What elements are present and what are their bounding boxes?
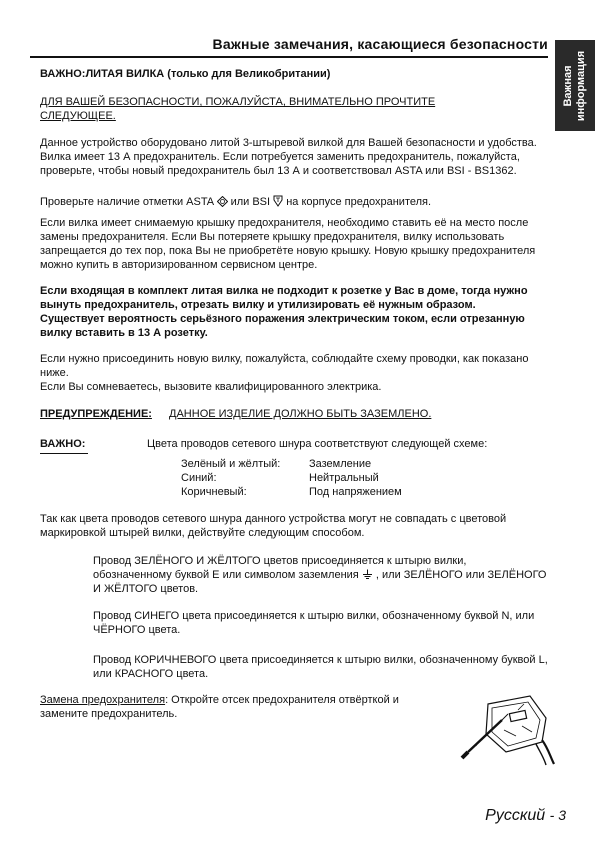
safety-notice: ДЛЯ ВАШЕЙ БЕЗОПАСНОСТИ, ПОЖАЛУЙСТА, ВНИМАТЕЛЬНО ПРОЧТИТЕ СЛЕДУЮЩЕЕ. — [40, 96, 436, 122]
side-tab — [555, 40, 595, 131]
paragraph-wire-green — [93, 554, 548, 596]
paragraph-fuse-info: Данное устройство оборудовано литой 3-штыревой вилкой для Вашей безопасности и удобства. Вилка имеет 13 А предохранитель. Если потребуется заменить предохранитель, пожалуйста, проверьте, чтобы новый предохранитель был 13 А и соответствовал ASTA или BSI - BS1362. — [40, 137, 537, 177]
wire-meaning-cell: Под напряжением — [309, 486, 402, 498]
footer-page-number: - 3 — [549, 807, 566, 823]
paragraph-new-plug — [40, 352, 550, 394]
side-tab-label — [562, 50, 588, 120]
header-rule — [30, 56, 548, 58]
wire-color-cell: Синий: — [181, 472, 217, 484]
asta-mark-icon — [217, 196, 228, 207]
paragraph-fuse-replacement — [40, 693, 450, 721]
important-text: Цвета проводов сетевого шнура соответствуют следующей схеме: — [147, 438, 488, 450]
important-rule — [40, 453, 88, 454]
wire-meaning-cell: Заземление — [309, 458, 372, 470]
wire-green-text-b: , или ЗЕЛЁНОГО или ЗЕЛЁНОГО И ЖЁЛТОГО цветов. — [93, 569, 547, 595]
paragraph-wire-brown: Провод КОРИЧНЕВОГО цвета присоединяется к штырю вилки, обозначенному буквой L, или КРАСНОГО цвета. — [93, 654, 548, 680]
wire-color-cell: Коричневый: — [181, 486, 247, 498]
wire-color-cell: Зелёный и жёлтый: — [181, 458, 281, 470]
paragraph-check-mark — [40, 195, 550, 209]
new-plug-line1: Если нужно присоединить новую вилку, пожалуйста, соблюдайте схему проводки, как показано ниже. — [40, 353, 529, 379]
paragraph-color-mismatch: Так как цвета проводов сетевого шнура данного устройства могут не совпадать с цветовой маркировкой штырей вилки, действуйте следующим способом. — [40, 513, 507, 539]
check-mark-text-a: Проверьте наличие отметки ASTA — [40, 196, 214, 208]
wire-green-text-a: Провод ЗЕЛЁНОГО И ЖЁЛТОГО цветов присоединяется к штырю вилки, обозначенному буквой E или символом заземления — [93, 555, 467, 581]
side-tab-line1: Важная — [562, 64, 574, 107]
table-row — [181, 457, 402, 471]
fuse-replacement-label: Замена предохранителя — [40, 694, 166, 706]
warning-label: ПРЕДУПРЕЖДЕНИЕ: — [40, 408, 152, 420]
side-tab-line2: информация — [575, 50, 587, 121]
new-plug-line2: Если Вы сомневаетесь, вызовите квалифицированного электрика. — [40, 381, 382, 393]
check-mark-text-c: на корпусе предохранителя. — [286, 196, 432, 208]
page-footer — [420, 807, 566, 825]
paragraph-fuse-cover: Если вилка имеет снимаемую крышку предохранителя, необходимо ставить её на место после замены предохранителя. Если Вы потеряете крышку предохранителя, вилку использовать запрещается до тех пор, пока Вы не приобретёте новую крышку. Новую крышку предохранителя можно купить в авторизированном сервисном центре. — [40, 217, 536, 271]
table-row — [181, 485, 402, 499]
check-mark-text-b: или BSI — [230, 196, 271, 208]
bsi-kitemark-icon — [273, 195, 283, 207]
plug-fuse-illustration — [458, 690, 558, 766]
table-row — [181, 471, 402, 485]
wire-meaning-cell: Нейтральный — [309, 472, 379, 484]
important-label: ВАЖНО: — [40, 438, 86, 450]
page-header-title: Важные замечания, касающиеся безопасности — [212, 36, 548, 52]
paragraph-wire-blue: Провод СИНЕГО цвета присоединяется к штырю вилки, обозначенному буквой N, или ЧЁРНОГО цвета. — [93, 610, 535, 636]
heading-plug: ВАЖНО:ЛИТАЯ ВИЛКА (только для Великобритании) — [40, 68, 331, 80]
fuse-replacement-text: : Откройте отсек предохранителя отвёрткой и замените предохранитель. — [40, 694, 399, 720]
warning-text: ДАННОЕ ИЗДЕЛИЕ ДОЛЖНО БЫТЬ ЗАЗЕМЛЕНО. — [169, 408, 432, 420]
paragraph-cut-plug-warning: Если входящая в комплект литая вилка не подходит к розетке у Вас в доме, тогда нужно вынуть предохранитель, отрезать вилку и утилизировать её нужным образом. Существует вероятность серьёзного поражения электрическим током, если отрезанную вилку вставить в 13 А розетку. — [40, 285, 528, 339]
wire-color-table — [181, 457, 402, 499]
earth-symbol-icon — [362, 569, 373, 580]
footer-language: Русский — [485, 807, 546, 824]
warning-line — [40, 407, 550, 421]
